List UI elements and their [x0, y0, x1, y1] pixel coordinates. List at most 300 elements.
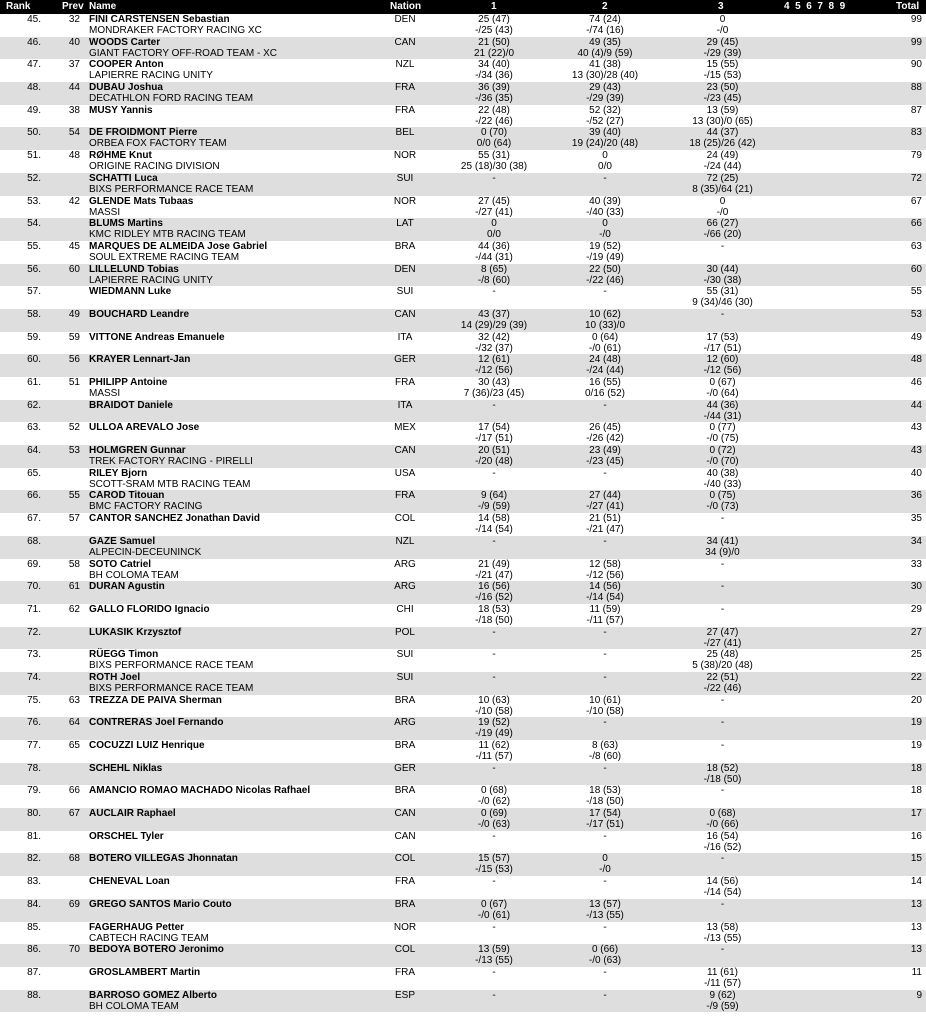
- race-1-cell: [435, 559, 553, 581]
- race-3-points: 9 (62): [709, 989, 736, 1001]
- race-2-points: -: [603, 989, 607, 1001]
- rank-cell: 63.: [27, 422, 41, 434]
- table-row: [0, 377, 926, 400]
- race-1-detail: 25 (18)/30 (38): [460, 161, 528, 173]
- race-3-points: -: [720, 558, 725, 570]
- rank-cell: 47.: [27, 59, 41, 71]
- race-3-points: -: [720, 581, 725, 593]
- race-1-points: 12 (61): [478, 354, 510, 366]
- prev-rank-cell: 64: [68, 717, 80, 729]
- nation-cell: FRA: [395, 876, 415, 888]
- total-cell: 67: [910, 195, 922, 207]
- rider-cell: [89, 241, 389, 263]
- race-3-detail: 34 (9)/0: [705, 546, 740, 558]
- rider-cell: [89, 150, 389, 172]
- total-cell: 13: [910, 944, 922, 956]
- total-cell: 36: [910, 490, 922, 502]
- total-cell: 13: [910, 898, 922, 910]
- table-row: [0, 581, 926, 604]
- nation-cell: DEN: [394, 14, 416, 25]
- race-2-points: 0 (66): [591, 944, 619, 956]
- race-3-cell: [665, 740, 780, 751]
- race-3-detail: -/14 (54): [703, 887, 742, 899]
- table-row: [0, 468, 926, 491]
- total-cell: 43: [910, 422, 922, 434]
- team-name: BH COLOMA TEAM: [89, 569, 179, 581]
- race-1-points: -: [492, 649, 496, 661]
- race-3-cell: [665, 627, 780, 649]
- race-1-cell: [435, 695, 553, 717]
- race-3-cell: [665, 672, 780, 694]
- race-2-detail: -/14 (54): [586, 592, 624, 604]
- race-3-cell: [665, 196, 780, 218]
- race-2-points: 24 (48): [589, 354, 621, 366]
- nation-cell: ARG: [394, 717, 416, 729]
- rider-cell: [89, 196, 389, 218]
- race-3-points: 40 (38): [706, 467, 739, 479]
- table-row: [0, 286, 926, 309]
- race-1-points: -: [492, 399, 496, 411]
- race-2-cell: [545, 218, 665, 240]
- rank-cell: 78.: [27, 762, 41, 774]
- race-3-cell: [665, 513, 780, 524]
- race-3-cell: [665, 559, 780, 570]
- race-1-points: 0 (70): [480, 127, 508, 139]
- rider-name: COCUZZI LUIZ Henrique: [89, 740, 205, 751]
- nation-cell: BRA: [394, 694, 416, 706]
- race-2-detail: 40 (4)/9 (59): [577, 47, 633, 59]
- total-cell: 99: [910, 36, 922, 48]
- race-3-points: -: [720, 694, 725, 706]
- race-2-cell: [545, 127, 665, 149]
- race-1-detail: 21 (22)/0: [473, 47, 515, 59]
- race-3-cell: [665, 354, 780, 376]
- rank-cell: 49.: [27, 104, 41, 116]
- nation-cell: ITA: [397, 331, 413, 343]
- race-1-points: 18 (53): [478, 603, 510, 615]
- race-2-cell: [545, 853, 665, 875]
- race-3-cell: [665, 785, 780, 796]
- table-row: [0, 627, 926, 650]
- race-2-detail: 0/0: [598, 161, 612, 173]
- race-3-points: 29 (45): [706, 36, 739, 48]
- race-1-detail: -/0 (63): [477, 819, 511, 831]
- prev-rank-cell: 45: [68, 240, 80, 252]
- race-3-points: 0: [719, 14, 726, 25]
- race-1-cell: [435, 490, 553, 512]
- team-name: LAPIERRE RACING UNITY: [89, 70, 213, 82]
- rider-cell: [89, 264, 389, 286]
- rider-name: MUSY Yannis: [89, 104, 153, 116]
- rider-cell: [89, 581, 389, 592]
- table-row: [0, 241, 926, 264]
- race-2-points: -: [603, 966, 607, 978]
- header-total: Total: [896, 1, 920, 12]
- nation-cell: GER: [394, 354, 416, 366]
- header-race-3: 3: [718, 1, 724, 12]
- nation-cell: USA: [394, 467, 416, 479]
- rider-cell: [89, 808, 389, 819]
- race-1-detail: -/0 (62): [477, 796, 511, 808]
- total-cell: 79: [910, 150, 922, 162]
- race-1-detail: -/13 (55): [475, 955, 513, 967]
- table-row: [0, 604, 926, 627]
- rank-cell: 66.: [27, 490, 41, 502]
- table-row: [0, 740, 926, 763]
- prev-rank-cell: 42: [68, 195, 80, 207]
- table-row: [0, 808, 926, 831]
- race-1-cell: [435, 649, 553, 660]
- race-1-cell: [435, 59, 553, 81]
- prev-rank-cell: 55: [68, 490, 80, 502]
- race-1-detail: -/34 (36): [475, 70, 513, 82]
- prev-rank-cell: 63: [68, 694, 80, 706]
- race-1-points: 21 (50): [478, 36, 510, 48]
- rider-cell: [89, 422, 389, 433]
- rank-cell: 81.: [27, 830, 41, 842]
- total-cell: 87: [910, 104, 922, 116]
- race-2-points: 29 (43): [589, 82, 621, 94]
- table-row: [0, 763, 926, 786]
- race-1-detail: -/20 (48): [475, 456, 513, 468]
- nation-cell: BRA: [394, 240, 416, 252]
- race-2-points: -: [603, 717, 607, 729]
- race-1-detail: 0/0: [487, 229, 501, 241]
- race-1-points: 22 (48): [478, 104, 510, 116]
- table-row: [0, 354, 926, 377]
- header-rank: Rank: [6, 1, 31, 12]
- table-row: [0, 559, 926, 582]
- rank-cell: 70.: [27, 581, 41, 593]
- race-3-detail: -/11 (57): [703, 977, 742, 989]
- race-3-cell: [665, 218, 780, 240]
- nation-cell: CAN: [394, 830, 416, 842]
- total-cell: 83: [910, 127, 922, 139]
- table-row: [0, 717, 926, 740]
- nation-cell: CAN: [394, 36, 416, 48]
- rank-cell: 76.: [27, 717, 41, 729]
- race-2-points: 23 (49): [589, 445, 621, 457]
- rider-cell: [89, 763, 389, 774]
- race-3-points: 34 (41): [706, 535, 739, 547]
- race-1-detail: 7 (36)/23 (45): [463, 388, 525, 399]
- rider-cell: [89, 105, 389, 116]
- total-cell: 55: [910, 286, 922, 298]
- total-cell: 27: [910, 626, 922, 638]
- race-3-cell: [665, 173, 780, 195]
- rank-cell: 71.: [27, 603, 41, 615]
- team-name: BIXS PERFORMANCE RACE TEAM: [89, 682, 254, 694]
- rider-name: SCHEHL Niklas: [89, 762, 163, 774]
- race-3-points: -: [720, 898, 725, 910]
- rider-cell: [89, 922, 389, 944]
- race-1-detail: -/17 (51): [475, 433, 513, 445]
- race-2-cell: [545, 490, 665, 512]
- race-3-detail: -/18 (50): [703, 773, 742, 785]
- total-cell: 35: [910, 513, 922, 525]
- table-row: [0, 150, 926, 173]
- race-1-points: 32 (42): [478, 331, 510, 343]
- race-2-cell: [545, 831, 665, 842]
- table-row: [0, 445, 926, 468]
- race-2-detail: -/17 (51): [586, 819, 624, 831]
- total-cell: 18: [910, 785, 922, 797]
- prev-rank-cell: 40: [68, 36, 80, 48]
- race-3-cell: [665, 763, 780, 785]
- race-2-detail: -/29 (39): [586, 93, 624, 105]
- rider-cell: [89, 490, 389, 512]
- race-2-points: 8 (63): [591, 740, 619, 751]
- race-3-detail: -/0 (64): [706, 388, 739, 399]
- table-row: [0, 853, 926, 876]
- total-cell: 19: [910, 717, 922, 729]
- race-2-points: 19 (52): [589, 240, 621, 252]
- prev-rank-cell: 38: [68, 104, 80, 116]
- total-cell: 48: [910, 354, 922, 366]
- prev-rank-cell: 68: [68, 853, 80, 865]
- nation-cell: BEL: [395, 127, 415, 139]
- race-1-points: 0: [491, 218, 497, 230]
- race-1-points: 44 (36): [478, 240, 510, 252]
- race-1-cell: [435, 717, 553, 739]
- race-1-points: 34 (40): [478, 59, 510, 71]
- nation-cell: ARG: [394, 581, 416, 593]
- rider-cell: [89, 899, 389, 910]
- rank-cell: 67.: [27, 513, 41, 525]
- team-name: TREK FACTORY RACING - PIRELLI: [89, 456, 253, 468]
- rider-name: BOUCHARD Leandre: [89, 308, 190, 320]
- race-3-detail: -/23 (45): [703, 93, 742, 105]
- nation-cell: ESP: [394, 989, 415, 1001]
- race-1-points: 21 (49): [478, 558, 510, 570]
- rider-cell: [89, 286, 389, 297]
- race-2-cell: [545, 445, 665, 467]
- team-name: GIANT FACTORY OFF-ROAD TEAM - XC: [89, 47, 277, 59]
- prev-rank-cell: 69: [68, 898, 80, 910]
- race-1-cell: [435, 37, 553, 59]
- rank-cell: 83.: [27, 876, 41, 888]
- race-2-points: 16 (55): [589, 377, 621, 388]
- race-1-points: 19 (52): [478, 717, 510, 729]
- race-2-points: 49 (35): [589, 36, 621, 48]
- race-2-cell: [545, 59, 665, 81]
- race-2-detail: -/23 (45): [586, 456, 624, 468]
- race-1-cell: [435, 127, 553, 149]
- race-2-cell: [545, 967, 665, 978]
- race-3-points: 0: [719, 195, 726, 207]
- total-cell: 29: [910, 603, 922, 615]
- race-3-detail: -/16 (52): [703, 841, 742, 853]
- prev-rank-cell: 52: [68, 422, 80, 434]
- race-2-points: 27 (44): [589, 490, 621, 502]
- rider-cell: [89, 785, 389, 796]
- rider-name: VITTONE Andreas Emanuele: [89, 331, 225, 343]
- race-3-cell: [665, 241, 780, 252]
- race-1-cell: [435, 876, 553, 887]
- race-1-points: -: [492, 172, 496, 184]
- race-2-detail: -/12 (56): [586, 569, 624, 581]
- rider-name: BARROSO GOMEZ Alberto: [89, 989, 217, 1001]
- race-1-points: 0 (68): [480, 785, 508, 797]
- race-3-detail: -/44 (31): [703, 410, 742, 422]
- team-name: BH COLOMA TEAM: [89, 1000, 179, 1012]
- race-1-cell: [435, 581, 553, 603]
- race-2-detail: 0/16 (52): [584, 388, 626, 399]
- nation-cell: SUI: [396, 286, 414, 298]
- rank-cell: 57.: [27, 286, 41, 298]
- race-2-cell: [545, 422, 665, 444]
- race-3-detail: 8 (35)/64 (21): [692, 183, 753, 195]
- rider-name: SOTO Catriel: [89, 558, 152, 570]
- table-row: [0, 422, 926, 445]
- race-2-cell: [545, 105, 665, 127]
- race-1-cell: [435, 944, 553, 966]
- race-1-points: -: [492, 467, 496, 479]
- rank-cell: 84.: [27, 898, 41, 910]
- race-1-points: -: [492, 830, 496, 842]
- race-2-points: 14 (56): [589, 581, 621, 593]
- rider-name: GROSLAMBERT Martin: [89, 966, 201, 978]
- race-2-points: 52 (32): [589, 104, 621, 116]
- race-1-cell: [435, 763, 553, 774]
- race-2-points: 22 (50): [589, 263, 621, 275]
- race-3-points: 24 (49): [706, 150, 739, 162]
- race-1-points: 8 (65): [480, 263, 508, 275]
- team-name: ORBEA FOX FACTORY TEAM: [89, 138, 227, 150]
- race-1-points: -: [492, 921, 496, 933]
- race-2-cell: [545, 14, 665, 36]
- total-cell: 16: [910, 830, 922, 842]
- nation-cell: NOR: [393, 150, 417, 162]
- race-2-cell: [545, 785, 665, 807]
- total-cell: 72: [910, 172, 922, 184]
- rider-cell: [89, 377, 389, 399]
- race-3-detail: 13 (30)/0 (65): [692, 115, 753, 127]
- race-2-cell: [545, 173, 665, 184]
- race-1-points: 0 (69): [480, 808, 508, 820]
- nation-cell: FRA: [395, 377, 415, 388]
- rider-cell: [89, 173, 389, 195]
- rider-cell: [89, 445, 389, 467]
- race-3-points: 55 (31): [706, 286, 739, 298]
- rider-name: KRAYER Lennart-Jan: [89, 354, 191, 366]
- table-row: [0, 876, 926, 899]
- race-2-detail: 10 (33)/0: [584, 319, 626, 331]
- team-name: SOUL EXTREME RACING TEAM: [89, 251, 240, 263]
- race-2-detail: -/27 (41): [586, 501, 624, 513]
- table-row: [0, 264, 926, 287]
- race-3-cell: [665, 445, 780, 467]
- race-1-detail: 0/0 (64): [476, 138, 512, 150]
- race-3-cell: [665, 82, 780, 104]
- race-3-points: 22 (51): [706, 671, 739, 683]
- race-3-cell: [665, 150, 780, 172]
- rank-cell: 68.: [27, 535, 41, 547]
- race-3-points: -: [720, 240, 725, 252]
- nation-cell: NZL: [395, 535, 415, 547]
- race-1-cell: [435, 740, 553, 762]
- race-3-detail: -/30 (38): [703, 274, 742, 286]
- race-3-cell: [665, 422, 780, 444]
- race-1-cell: [435, 853, 553, 875]
- race-3-detail: -/0: [716, 25, 729, 36]
- total-cell: 17: [910, 808, 922, 820]
- race-1-points: -: [492, 989, 496, 1001]
- race-1-cell: [435, 241, 553, 263]
- race-3-points: 0 (68): [709, 808, 736, 820]
- race-3-detail: -/9 (59): [706, 1000, 739, 1012]
- race-1-cell: [435, 354, 553, 376]
- race-1-detail: -/16 (52): [475, 592, 513, 604]
- total-cell: 63: [910, 240, 922, 252]
- race-3-cell: [665, 922, 780, 944]
- nation-cell: FRA: [395, 82, 415, 94]
- race-3-cell: [665, 127, 780, 149]
- race-3-cell: [665, 649, 780, 671]
- race-2-cell: [545, 377, 665, 399]
- rider-name: FINI CARSTENSEN Sebastian: [89, 14, 230, 25]
- rank-cell: 69.: [27, 558, 41, 570]
- table-row: [0, 967, 926, 990]
- race-1-cell: [435, 309, 553, 331]
- race-2-cell: [545, 740, 665, 762]
- race-1-detail: -/11 (57): [475, 751, 513, 762]
- race-3-points: 30 (44): [706, 263, 739, 275]
- race-2-points: 41 (38): [589, 59, 621, 71]
- race-2-cell: [545, 264, 665, 286]
- nation-cell: CAN: [394, 445, 416, 457]
- race-3-points: 23 (50): [706, 82, 739, 94]
- race-1-points: 20 (51): [478, 445, 510, 457]
- total-cell: 33: [910, 558, 922, 570]
- total-cell: 18: [910, 762, 922, 774]
- nation-cell: SUI: [396, 671, 414, 683]
- nation-cell: GER: [394, 762, 416, 774]
- race-2-detail: -/74 (16): [586, 25, 624, 36]
- table-row: [0, 400, 926, 423]
- race-1-points: 30 (43): [478, 377, 510, 388]
- race-2-cell: [545, 196, 665, 218]
- race-1-cell: [435, 468, 553, 479]
- race-2-detail: -/10 (58): [586, 705, 624, 717]
- race-2-cell: [545, 513, 665, 535]
- rider-cell: [89, 672, 389, 694]
- rider-cell: [89, 740, 389, 751]
- race-3-detail: -/40 (33): [703, 478, 742, 490]
- race-3-points: 16 (54): [706, 830, 739, 842]
- race-1-cell: [435, 990, 553, 1001]
- race-2-cell: [545, 808, 665, 830]
- rider-name: SCHATTI Luca: [89, 172, 158, 184]
- race-1-points: 17 (54): [478, 422, 510, 434]
- team-name: SCOTT-SRAM MTB RACING TEAM: [89, 478, 251, 490]
- nation-cell: DEN: [394, 263, 416, 275]
- race-3-cell: [665, 990, 780, 1012]
- race-2-points: 11 (59): [589, 603, 621, 615]
- race-2-points: 0: [602, 853, 608, 865]
- race-2-detail: -/40 (33): [586, 206, 624, 218]
- rider-cell: [89, 59, 389, 81]
- rank-cell: 75.: [27, 694, 41, 706]
- rank-cell: 61.: [27, 377, 41, 388]
- race-3-detail: -/0 (75): [706, 433, 739, 445]
- rider-cell: [89, 14, 389, 36]
- race-3-detail: -/13 (55): [703, 932, 742, 944]
- race-3-points: 72 (25): [706, 172, 739, 184]
- prev-rank-cell: 51: [68, 377, 80, 388]
- race-2-points: 40 (39): [589, 195, 621, 207]
- nation-cell: ARG: [394, 558, 416, 570]
